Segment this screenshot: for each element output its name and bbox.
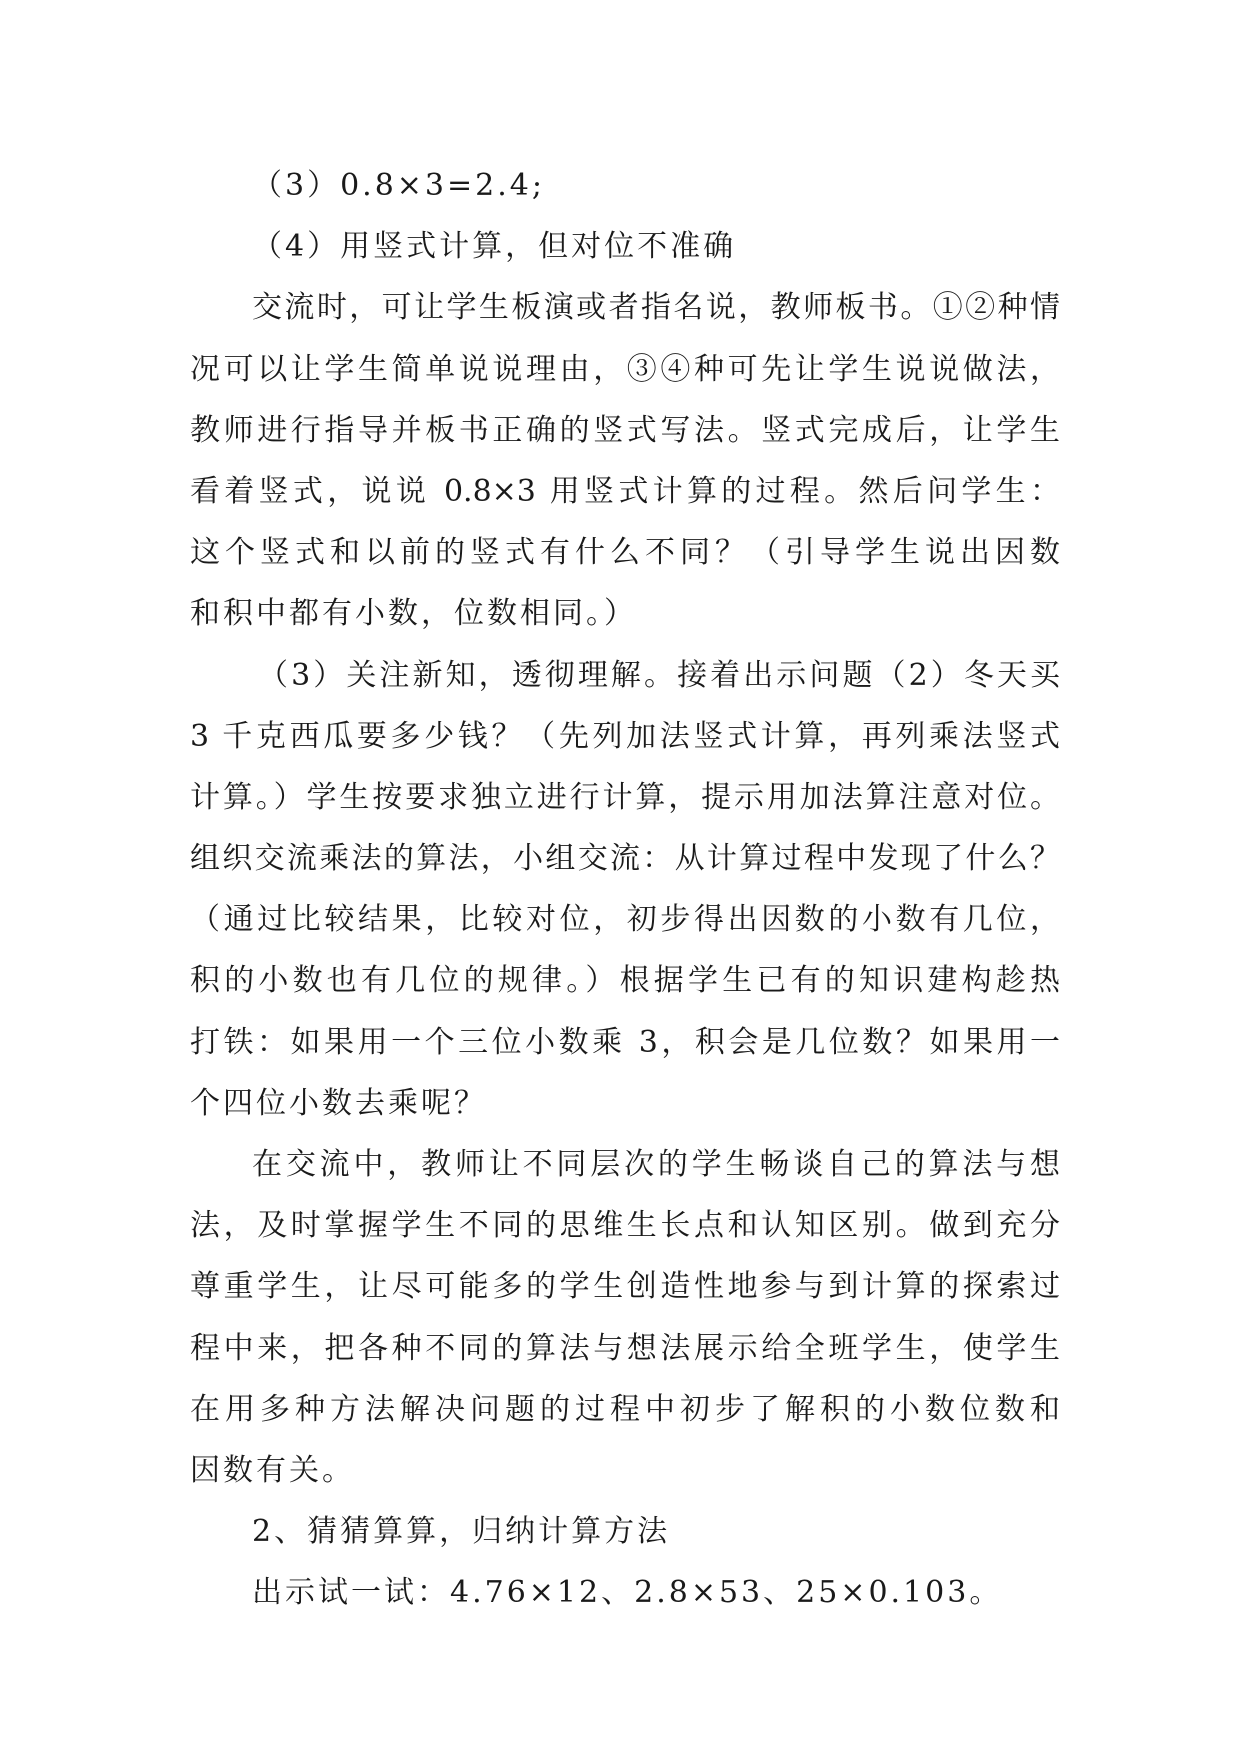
text-line: （通过比较结果，比较对位，初步得出因数的小数有几位， [190,902,1060,938]
text-line: （4）用竖式计算，但对位不准确 [252,229,737,265]
text-line: 3 千克西瓜要多少钱？（先列加法竖式计算，再列乘法竖式 [190,718,1060,754]
text-line: 看着竖式，说说 0.8×3 用竖式计算的过程。然后问学生： [190,473,1060,509]
text-line: 法，及时掌握学生不同的思维生长点和认知区别。做到充分 [190,1208,1060,1244]
text-line: 这个竖式和以前的竖式有什么不同？（引导学生说出因数 [190,535,1060,571]
text-line: 在交流中，教师让不同层次的学生畅谈自己的算法与想 [252,1147,1060,1182]
text-line: 尊重学生，让尽可能多的学生创造性地参与到计算的探索过 [190,1269,1060,1305]
text-line: 在用多种方法解决问题的过程中初步了解积的小数位数和 [190,1391,1060,1427]
text-line: 教师进行指导并板书正确的竖式写法。竖式完成后，让学生 [190,412,1060,448]
text-line: 出示试一试：4.76×12、2.8×53、25×0.103。 [252,1575,1003,1611]
text-line: 程中来，把各种不同的算法与想法展示给全班学生，使学生 [190,1330,1060,1366]
text-line: 组织交流乘法的算法，小组交流：从计算过程中发现了什么？ [190,841,1060,877]
text-line: 打铁：如果用一个三位小数乘 3，积会是几位数？如果用一 [190,1024,1060,1060]
text-line: 况可以让学生简单说说理由，③④种可先让学生说说做法， [190,351,1060,387]
document-page [190,155,1060,1624]
text-line: （3）0.8×3=2.4; [252,168,545,203]
text-line: 和积中都有小数，位数相同。） [190,596,637,632]
text-line: 因数有关。 [190,1452,355,1488]
text-line: 交流时，可让学生板演或者指名说，教师板书。①②种情 [252,290,1060,326]
text-line: 个四位小数去乘呢？ [190,1085,487,1121]
text-line: 积的小数也有几位的规律。）根据学生已有的知识建构趁热 [190,963,1060,999]
text-line: （3）关注新知，透彻理解。接着出示问题（2）冬天买 [258,657,1060,693]
text-line: 计算。）学生按要求独立进行计算，提示用加法算注意对位。 [190,779,1060,815]
text-line: 2、猜猜算算，归纳计算方法 [252,1514,671,1550]
